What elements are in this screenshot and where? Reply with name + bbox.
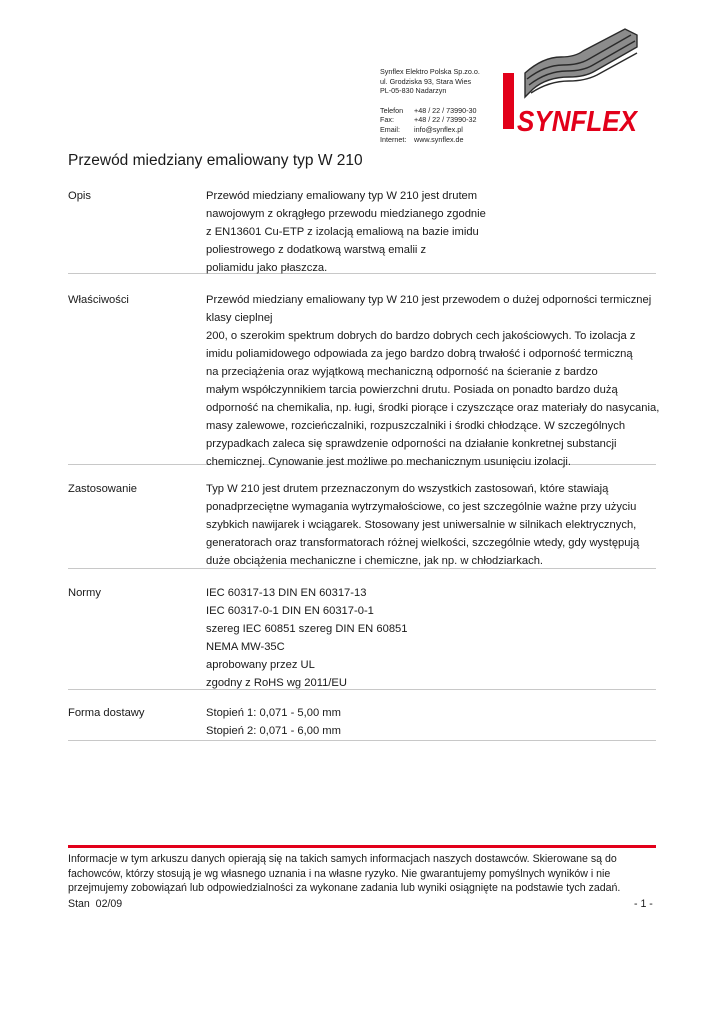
synflex-logo (503, 27, 638, 135)
section-label: Właściwości (68, 294, 129, 306)
text-line: zgodny z RoHS wg 2011/EU (206, 677, 347, 689)
contact-internet (380, 135, 480, 145)
text-line: poliamidu jako płaszcza. (206, 262, 328, 274)
text-line: małym współczynnikiem tarcia powierzchni drutu. Posiada on ponadto bardzo dużą (206, 384, 618, 396)
contact-email (380, 125, 480, 135)
text-line: odporność na chemikalia, np. ługi, środki piorące i czyszczące oraz materiały do nasycania, (206, 402, 660, 414)
section-text (206, 704, 658, 740)
contact-value: info@synflex.pl (414, 124, 463, 134)
text-line: z EN13601 Cu-ETP z izolacją emaliową na bazie imidu (206, 226, 479, 238)
disclaimer (68, 852, 668, 896)
contact-fax (380, 115, 480, 125)
section-text (206, 187, 658, 277)
text-line: szereg IEC 60851 szereg DIN EN 60851 (206, 623, 408, 635)
contact-value: +48 / 22 / 73990-32 (414, 115, 477, 125)
text-line: chemicznej. Cynowanie jest możliwe po mechanicznym usunięciu izolacji. (206, 456, 571, 468)
footer-divider (68, 845, 656, 848)
section-wlasciwosci (68, 291, 660, 468)
company-street: ul. Grodziska 93, Stara Wies (380, 76, 472, 86)
text-line: IEC 60317-0-1 DIN EN 60317-0-1 (206, 605, 374, 617)
section-text (206, 291, 658, 471)
text-line: Stopień 2: 0,071 - 6,00 mm (206, 725, 341, 737)
contact-label: Internet: (380, 134, 407, 144)
text-line: klasy cieplnej (206, 312, 273, 324)
page-number: - 1 - (634, 898, 653, 910)
contact-value: www.synflex.de (414, 134, 464, 144)
contact-label: Telefon (380, 105, 404, 115)
contact-label: Email: (380, 124, 400, 134)
text-line: NEMA MW-35C (206, 641, 285, 653)
text-line: nawojowym z okrągłego przewodu miedzianego zgodnie (206, 208, 486, 220)
text-line: 200, o szerokim spektrum dobrych do bardzo dobrych cech jakościowych. To izolacja z (206, 330, 636, 342)
text-line: Typ W 210 jest drutem przeznaczonym do wszystkich zastosowań, które stawiają (206, 483, 609, 495)
page-title: Przewód miedziany emaliowany typ W 210 (68, 152, 363, 169)
section-label: Forma dostawy (68, 707, 145, 719)
contact-value: +48 / 22 / 73990-30 (414, 105, 477, 115)
section-text (206, 480, 658, 570)
revision-stamp: Stan 02/09 (68, 898, 123, 910)
section-zastosowanie (68, 480, 656, 569)
text-line: imidu poliamidowego odpowiada za jego bardzo dobrą trwałość i odporność termiczną (206, 348, 633, 360)
logo-text: SYNFLEX (517, 106, 638, 135)
section-label: Opis (68, 190, 92, 202)
text-line: ponadprzeciętne wymagania wytrzymałościowe, co jest szczególnie ważne przy użyciu (206, 501, 637, 513)
section-forma-dostawy (68, 704, 656, 741)
text-line: generatorach oraz transformatorach różnej wielkości, szczególnie wtedy, gdy występują (206, 537, 640, 549)
contact-label: Fax: (380, 115, 394, 125)
logo-bar (503, 73, 514, 129)
text-line: przypadkach zaleca się sprawdzenie odporności na działanie konkretnej substancji (206, 438, 617, 450)
text-line: Przewód miedziany emaliowany typ W 210 jest przewodem o dużej odporności termicznej (206, 294, 652, 306)
section-label: Zastosowanie (68, 483, 138, 495)
disclaimer-line: przejmujemy zobowiązań lub odpowiedzialności za wykonane zadania lub wyniki osiągnięte na podstawie tych zadań. (68, 882, 621, 895)
company-city: PL-05-830 Nadarzyn (380, 86, 447, 96)
text-line: Stopień 1: 0,071 - 5,00 mm (206, 707, 341, 719)
text-line: duże obciążenia mechaniczne i chemiczne, jak np. w chłodziarkach. (206, 555, 544, 567)
section-text (206, 584, 658, 692)
text-line: poliestrowego z dodatkową warstwą emalii z (206, 244, 427, 256)
text-line: na przeciążenia oraz wyjątkową mechaniczną odporność na ścieranie z bardzo (206, 366, 598, 378)
disclaimer-line: Informacje w tym arkuszu danych opierają się na takich samych informacjach naszych dostawców. Skierowane są do (68, 853, 617, 865)
text-line: masy zalewowe, rozcieńczalniki, rozpuszczalniki i środki chłodzące. W szczególnych (206, 420, 626, 432)
text-line: IEC 60317-13 DIN EN 60317-13 (206, 587, 367, 599)
section-label: Normy (68, 587, 101, 599)
section-opis (68, 187, 656, 274)
company-name: Synflex Elektro Polska Sp.zo.o. (380, 67, 480, 76)
contact-phone (380, 106, 480, 116)
text-line: szybkich nawijarek i wciągarek. Stosowany jest uniwersalnie w silnikach elektrycznych, (206, 519, 637, 531)
company-address (380, 67, 480, 144)
text-line: Przewód miedziany emaliowany typ W 210 jest drutem (206, 190, 478, 202)
text-line: aprobowany przez UL (206, 659, 315, 671)
section-normy (68, 584, 656, 690)
disclaimer-line: fachowców, którzy stosują je wg własnego uznania i na własne ryzyko. Nie gwarantujemy pomyślnych wyników i nie (68, 867, 611, 880)
